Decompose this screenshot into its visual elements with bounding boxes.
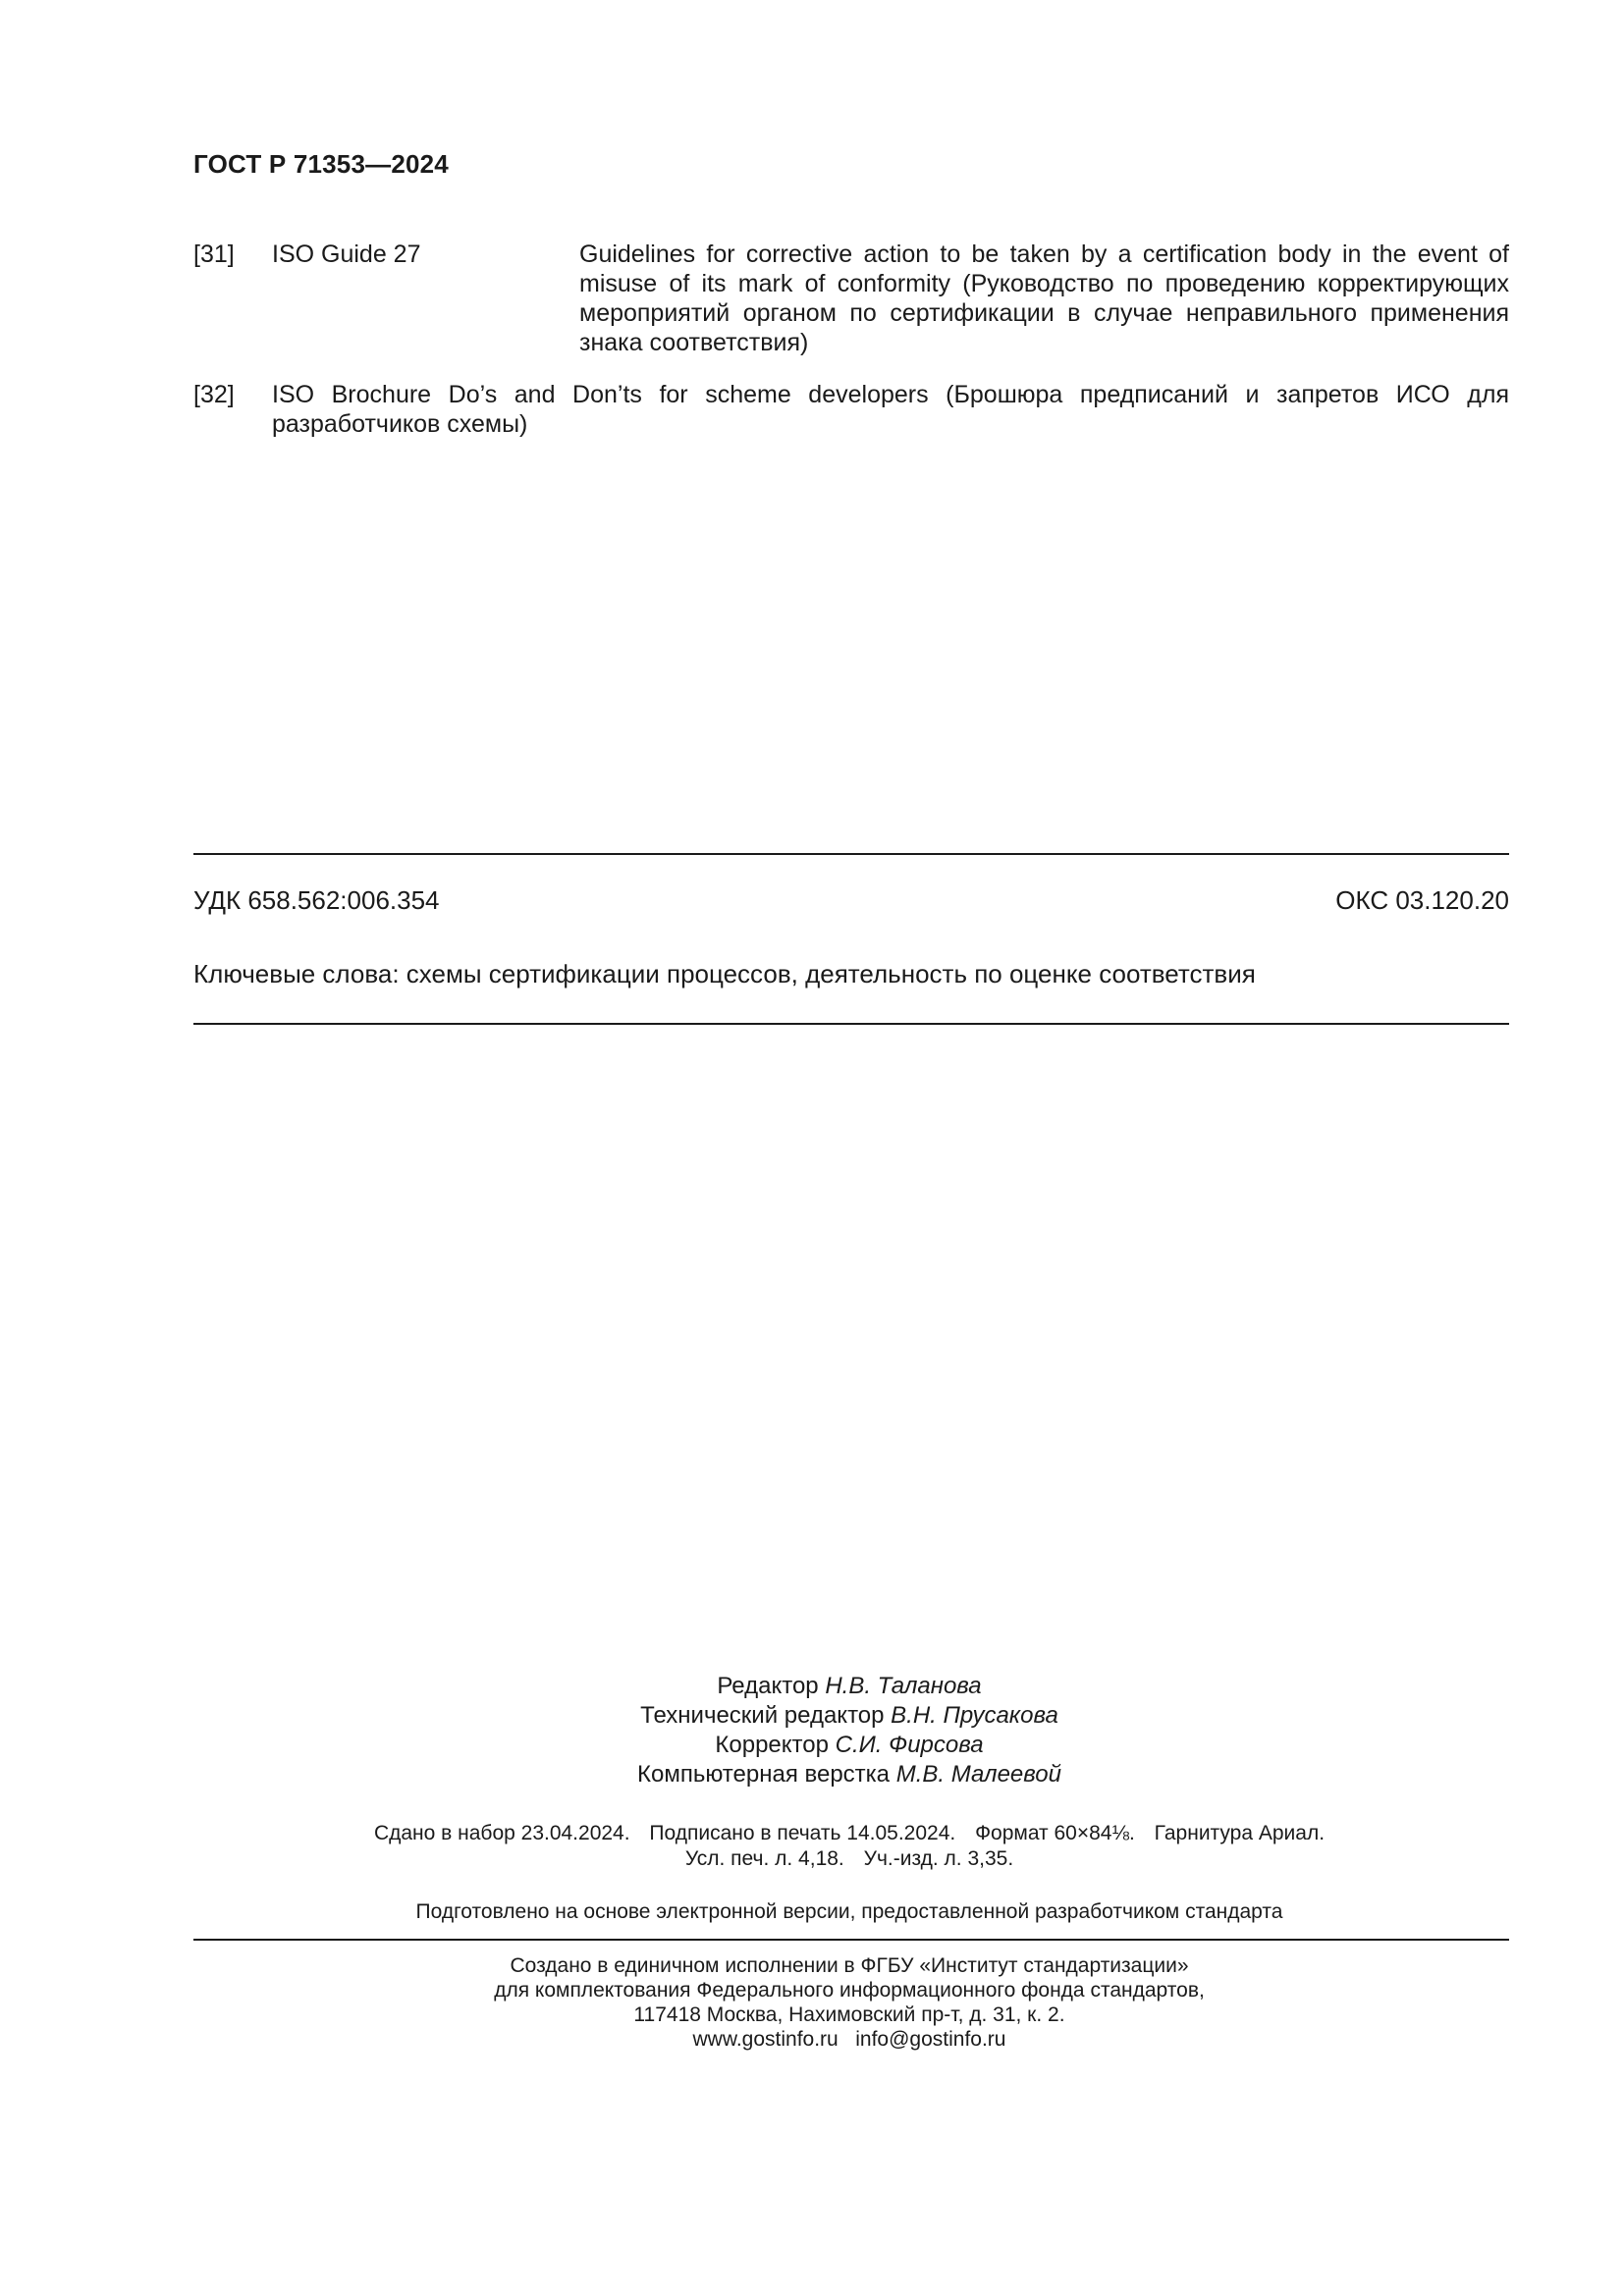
oks-code: ОКС 03.120.20 xyxy=(1335,885,1509,915)
reference-description: Guidelines for corrective action to be taken by a certification body in the event of misuse of its mark of conformity (Руководство по проведению корректирующих мероприятий органом по сертификации в случае неправильного применения знака соответствия) xyxy=(579,240,1509,356)
divider xyxy=(193,1023,1509,1025)
imprint-typeface: Гарнитура Ариал. xyxy=(1154,1822,1326,1844)
credit-line xyxy=(0,1701,1624,1731)
imprint-print-sheets: Усл. печ. л. 4,18. xyxy=(684,1847,844,1870)
imprint-line xyxy=(0,1846,1624,1872)
credit-name: М.В. Малеевой xyxy=(895,1761,1061,1788)
credit-name: В.Н. Прусакова xyxy=(891,1702,1058,1729)
keywords: Ключевые слова: схемы сертификации процессов, деятельность по оценке соответствия xyxy=(193,959,1256,988)
credit-role: Корректор xyxy=(715,1732,829,1758)
udk-code: УДК 658.562:006.354 xyxy=(193,885,440,915)
imprint-signed: Подписано в печать 14.05.2024. xyxy=(649,1822,956,1844)
imprint-format: Формат 60×84⅛. xyxy=(975,1822,1135,1844)
publisher-line: 117418 Москва, Нахимовский пр-т, д. 31, к. 2. xyxy=(633,2003,1065,2026)
credit-line xyxy=(0,1672,1624,1701)
publisher-block xyxy=(0,1953,1624,2052)
reference-number: [32] xyxy=(193,381,235,408)
publisher-contacts xyxy=(0,2027,1624,2052)
credit-role: Технический редактор xyxy=(640,1702,885,1729)
imprint-line xyxy=(0,1821,1624,1846)
imprint-submitted: Сдано в набор 23.04.2024. xyxy=(373,1822,630,1844)
credit-name: С.И. Фирсова xyxy=(835,1732,984,1758)
publisher-line: Создано в единичном исполнении в ФГБУ «Институт стандартизации» xyxy=(510,1954,1189,1977)
publisher-website-link[interactable]: www.gostinfo.ru xyxy=(692,2028,839,2051)
reference-code: ISO Guide 27 xyxy=(272,240,421,268)
imprint-pub-sheets: Уч.-изд. л. 3,35. xyxy=(863,1847,1014,1870)
imprint-block xyxy=(0,1821,1624,1872)
credits-block xyxy=(0,1672,1624,1789)
divider xyxy=(193,1939,1509,1941)
reference-text: ISO Brochure Do’s and Don’ts for scheme developers (Брошюра предписаний и запретов ИСО для разработчиков схемы) xyxy=(272,381,1509,438)
credit-line xyxy=(0,1760,1624,1789)
publisher-line: для комплектования Федерального информационного фонда стандартов, xyxy=(494,1979,1205,2002)
credit-role: Компьютерная верстка xyxy=(637,1761,891,1788)
page-header-doc-id: ГОСТ Р 71353—2024 xyxy=(193,149,449,179)
reference-number: [31] xyxy=(193,240,235,268)
credit-name: Н.В. Таланова xyxy=(825,1673,982,1699)
publisher-email-link[interactable]: info@gostinfo.ru xyxy=(855,2028,1006,2051)
credit-line xyxy=(0,1731,1624,1760)
divider xyxy=(193,853,1509,855)
prepared-note: Подготовлено на основе электронной версии, предоставленной разработчиком стандарта xyxy=(415,1900,1283,1923)
credit-role: Редактор xyxy=(717,1673,819,1699)
